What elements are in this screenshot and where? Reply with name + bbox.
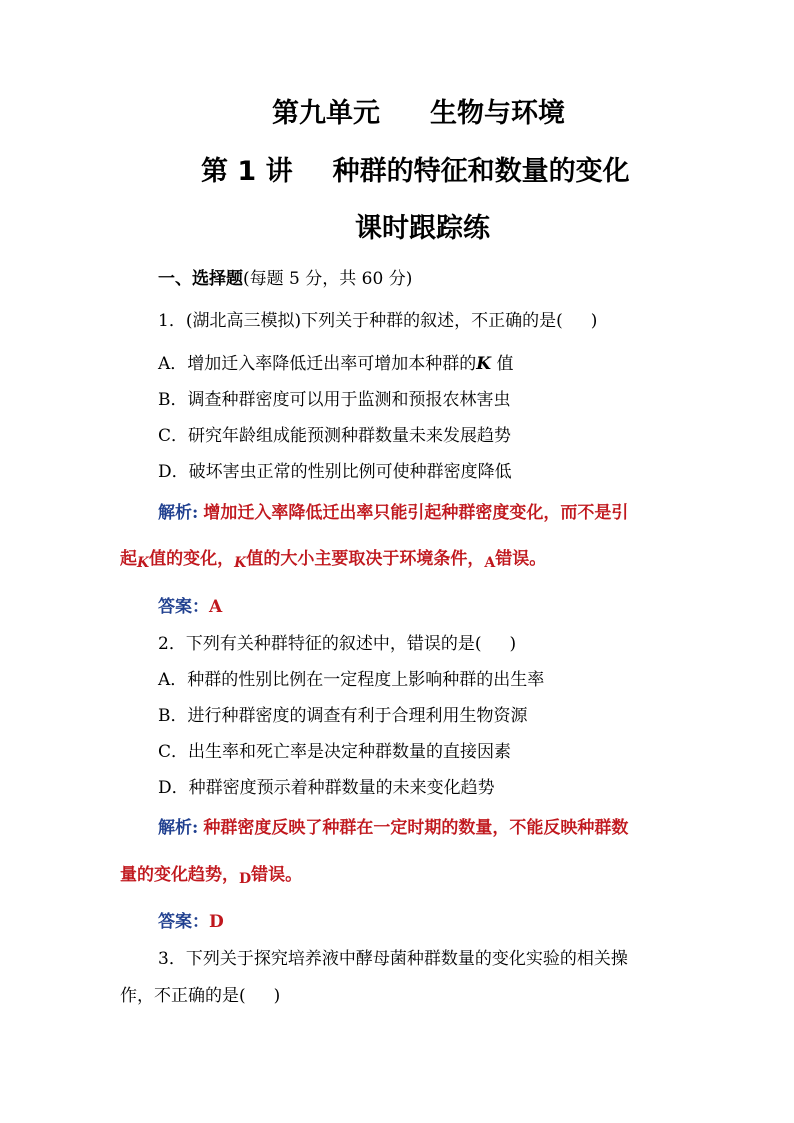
k-symbol: K — [234, 555, 247, 571]
answer-label: 答案： — [158, 597, 209, 617]
analysis-label: 解析: — [158, 818, 199, 838]
q2-option-c — [158, 744, 511, 761]
q1-stem — [158, 313, 597, 330]
lesson-title — [201, 158, 630, 185]
k-symbol: K — [137, 555, 150, 571]
q2-analysis-line2 — [120, 867, 302, 886]
answer-value: A — [209, 597, 223, 617]
k-symbol: K — [476, 354, 492, 374]
option-letter: A． — [158, 670, 188, 690]
option-letter: D． — [158, 778, 189, 798]
option-text: 种群密度预示着种群数量的未来变化趋势 — [188, 778, 495, 798]
option-letter: A． — [158, 354, 188, 374]
q3-number: 3． — [158, 949, 186, 969]
option-text: 进行种群密度的调查有利于合理利用生物资源 — [187, 706, 528, 726]
q2-text: 下列有关种群特征的叙述中，错误的是( — [185, 634, 482, 654]
unit-name: 生物与环境 — [430, 98, 565, 129]
option-text: 破坏害虫正常的性别比例可使种群密度降低 — [188, 462, 512, 482]
option-letter: D． — [158, 462, 189, 482]
q1-option-b — [158, 392, 511, 409]
q1-close: ) — [590, 311, 598, 331]
answer-value: D — [209, 912, 224, 932]
analysis-text: 种群密度反映了种群在一定时期的数量，不能反映种群数 — [203, 818, 629, 838]
analysis-label: 解析: — [158, 503, 199, 523]
q2-option-a — [158, 672, 544, 689]
analysis-text: 错误。 — [251, 865, 303, 885]
q2-analysis-line1 — [158, 820, 628, 837]
analysis-letter: D — [239, 871, 252, 887]
analysis-text: 值的变化， — [149, 549, 235, 569]
q1-analysis-line2 — [120, 551, 546, 570]
q3-stem-line2 — [120, 988, 280, 1005]
q2-close: ) — [509, 634, 517, 654]
q3-text: 作，不正确的是( — [120, 986, 246, 1006]
option-letter: C． — [158, 426, 189, 446]
section-heading — [158, 271, 412, 288]
analysis-text: 增加迁入率降低迁出率只能引起种群密度变化，而不是引 — [203, 503, 629, 523]
q1-source: (湖北高三模拟 — [185, 311, 295, 331]
analysis-letter: A — [484, 555, 496, 571]
q1-answer — [158, 599, 222, 616]
analysis-text: 起 — [120, 549, 137, 569]
q2-number: 2． — [158, 634, 186, 654]
q1-text: )下列关于种群的叙述，不正确的是( — [294, 311, 563, 331]
option-text: 种群的性别比例在一定程度上影响种群的出生率 — [187, 670, 545, 690]
q3-stem-line1 — [158, 951, 628, 968]
q1-analysis-line1 — [158, 505, 628, 522]
q2-option-b — [158, 708, 528, 725]
page-subtitle: 课时跟踪练 — [355, 213, 490, 244]
option-text: 增加迁入率降低迁出率可增加本种群的 — [187, 354, 477, 374]
option-text: 调查种群密度可以用于监测和预报农林害虫 — [187, 390, 511, 410]
answer-label: 答案： — [158, 912, 209, 932]
q2-stem — [158, 636, 516, 653]
q3-close: ) — [273, 986, 281, 1006]
option-letter: C． — [158, 742, 189, 762]
lesson-name: 种群的特征和数量的变化 — [332, 156, 630, 187]
lesson-number: 第 1 讲 — [201, 156, 293, 187]
analysis-text: 错误。 — [495, 549, 547, 569]
option-letter: B． — [158, 706, 188, 726]
section-title: 一、选择题 — [158, 269, 243, 289]
section-note: (每题 5 分，共 60 分) — [243, 269, 413, 289]
q1-option-d — [158, 464, 512, 481]
q2-option-d — [158, 780, 495, 797]
q3-text: 下列关于探究培养液中酵母菌种群数量的变化实验的相关操 — [185, 949, 628, 969]
unit-title — [272, 100, 565, 127]
q1-option-a — [158, 356, 513, 373]
option-text: 研究年龄组成能预测种群数量未来发展趋势 — [188, 426, 512, 446]
unit-number: 第九单元 — [272, 98, 380, 129]
analysis-text: 值的大小主要取决于环境条件， — [246, 549, 485, 569]
option-text-end: 值 — [491, 354, 514, 374]
q1-number: 1． — [158, 311, 186, 331]
q2-answer — [158, 914, 224, 931]
option-letter: B． — [158, 390, 188, 410]
option-text: 出生率和死亡率是决定种群数量的直接因素 — [188, 742, 512, 762]
analysis-text: 量的变化趋势， — [120, 865, 239, 885]
q1-option-c — [158, 428, 511, 445]
